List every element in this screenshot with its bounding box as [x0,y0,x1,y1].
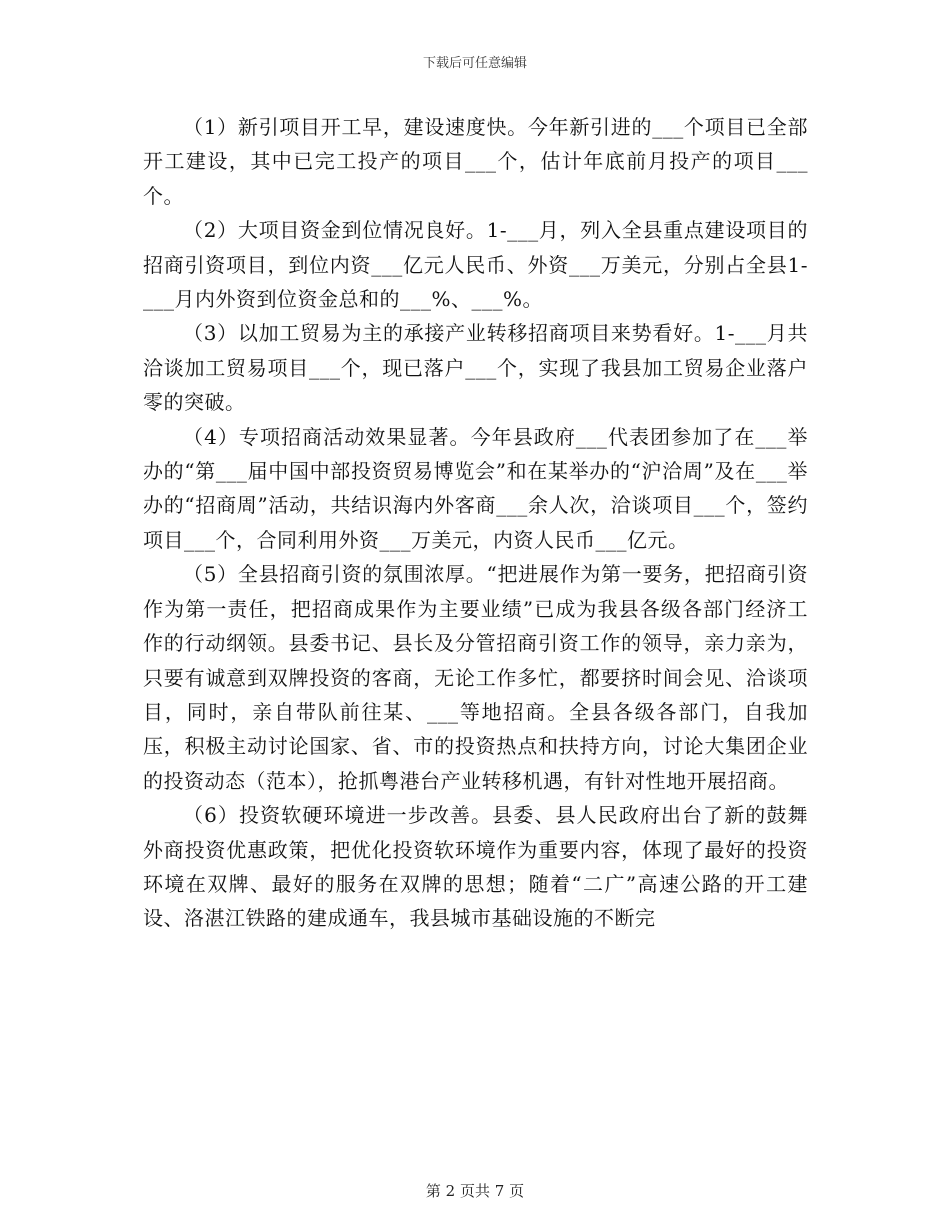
page-header: 下载后可任意编辑 [422,56,527,71]
document-body [143,110,808,936]
paragraph-1: （1）新引项目开工早，建设速度快。今年新引进的___个项目已全部开工建设，其中已完工投产的项目___个，估计年底前月投产的项目___个。 [143,115,808,208]
page-footer: 第 2 页共 7 页 [425,1182,525,1200]
paragraph-2: （2）大项目资金到位情况良好。1-___月，列入全县重点建设项目的招商引资项目，到位内资___亿元人民币、外资___万美元，分别占全县1-___月内外资到位资金总和的___%、___%。 [143,218,808,312]
paragraph-4: （4）专项招商活动效果显著。今年县政府___代表团参加了在___举办的“第___届中国中部投资贸易博览会”和在某举办的“沪洽周”及在___举办的“招商周”活动，共结识海内外客商___余人次，洽谈项目___个，签约项目___个，合同利用外资___万美元，内资人民币___亿元。 [143,424,808,552]
paragraph-5: （5）全县招商引资的氛围浓厚。“把进展作为第一要务，把招商引资作为第一责任，把招商成果作为主要业绩”已成为我县各级各部门经济工作的行动纲领。县委书记、县长及分管招商引资工作的领导，亲力亲为，只要有诚意到双牌投资的客商，无论工作多忙，都要挤时间会见、洽谈项目，同时，亲自带队前往某、___等地招商。全县各级各部门，自我加压，积极主动讨论国家、省、市的投资热点和扶持方向，讨论大集团企业的投资动态（范本），抢抓粤港台产业转移机遇，有针对性地开展招商。 [143,562,808,793]
paragraph-3: （3）以加工贸易为主的承接产业转移招商项目来势看好。1-___月共洽谈加工贸易项目___个，现已落户___个，实现了我县加工贸易企业落户零的突破。 [143,321,808,415]
paragraph-6: （6）投资软硬环境进一步改善。县委、县人民政府出台了新的鼓舞外商投资优惠政策，把优化投资软环境作为重要内容，体现了最好的投资环境在双牌、最好的服务在双牌的思想；随着“二广”高速公路的开工建设、洛湛江铁路的建成通车，我县城市基础设施的不断完 [143,803,808,931]
